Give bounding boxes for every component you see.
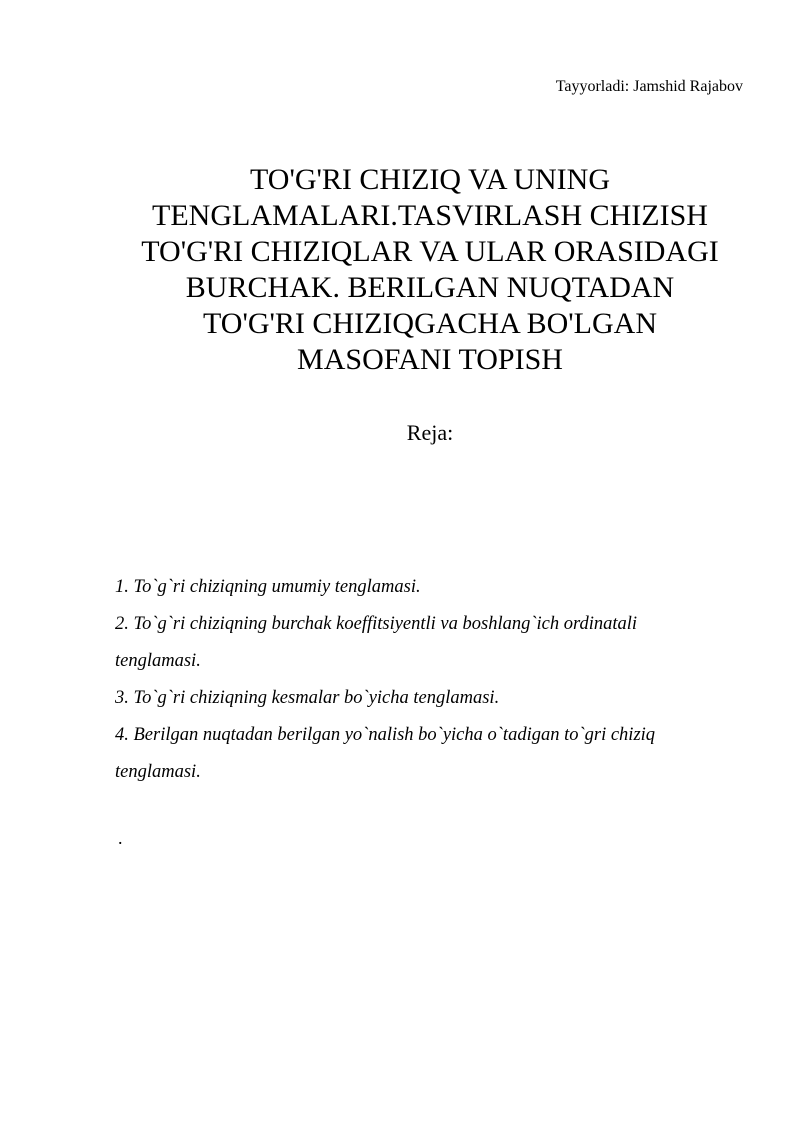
plan-line: 4. Berilgan nuqtadan berilgan yo`nalish bo`yicha o`tadigan to`gri chiziq [115,725,656,745]
document-title [100,162,760,378]
plan-heading: Reja: [406,420,454,445]
plan-line: 3. To`g`ri chiziqning kesmalar bo`yicha tenglamasi. [115,688,500,708]
trailing-dot: . [118,828,123,848]
title-line: TO'G'RI CHIZIQLAR VA ULAR ORASIDAGI [141,235,719,268]
title-line: TENGLAMALARI.TASVIRLASH CHIZISH [152,199,708,232]
author-line: Tayyorladi: Jamshid Rajabov [555,78,743,95]
plan-list [115,569,755,791]
plan-line: tenglamasi. [115,651,201,671]
title-line: BURCHAK. BERILGAN NUQTADAN [185,271,675,304]
plan-line: 2. To`g`ri chiziqning burchak koeffitsiyentli va boshlang`ich ordinatali [115,614,638,634]
title-line: TO'G'RI CHIZIQGACHA BO'LGAN [203,307,657,340]
plan-line: tenglamasi. [115,762,201,782]
title-line: TO'G'RI CHIZIQ VA UNING [250,163,610,196]
title-line: MASOFANI TOPISH [297,343,563,376]
plan-line: 1. To`g`ri chiziqning umumiy tenglamasi. [115,577,421,597]
